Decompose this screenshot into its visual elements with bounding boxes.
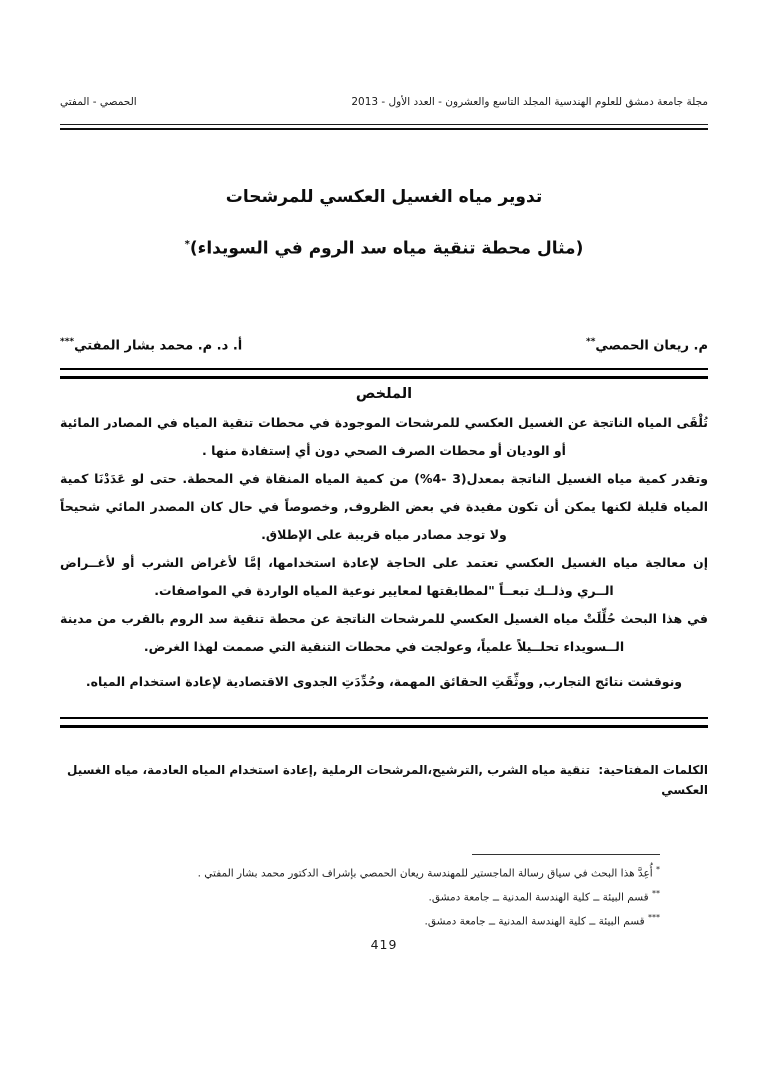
abstract-paragraph-5: ونوقشت نتائج التجارب, ووثِّقَتِ الحقائق المهمة، وحُدِّدَتِ الجدوى الاقتصادية لإعادة استخدام المياه.	[85, 673, 683, 689]
authors-row	[60, 337, 708, 353]
journal-header-line: مجلة جامعة دمشق للعلوم الهندسية المجلد التاسع والعشرون - العدد الأول - 2013	[351, 96, 708, 108]
authors-short-header: الحمصي - المفتي	[60, 96, 137, 108]
author-second-name: أ. د. م. محمد بشار المفتي	[74, 337, 243, 353]
author-first-marker: **	[585, 336, 596, 347]
keywords-label: الكلمات المفتاحية:	[598, 762, 708, 777]
footnote-2	[60, 884, 660, 908]
title-footnote-marker: *	[184, 239, 190, 250]
author-first-name: م. ريعان الحمصي	[595, 337, 708, 353]
abstract-paragraph-3: إن معالجة مياه الغسيل العكسي تعتمد على الحاجة لإعادة استخدامها، إمَّا لأغراض الشرب أو لأغــراض الــري وذلــك تبعــاً "لمطابقتها لمعايير نوعية المياه الواردة في المواصفات.	[60, 554, 708, 598]
footnote-1-marker: *	[656, 864, 660, 874]
abstract-top-rule	[60, 368, 708, 379]
abstract-body	[60, 409, 708, 696]
abstract-paragraph-2: وتقدر كمية مياه الغسيل الناتجة بمعدل(3 -4%) من كمية المياه المنقاة في المحطة. حتى لو عَدَدْنَا كمية المياه قليلة لكنها يمكن أن تكون مفيدة في بعض الظروف, وخصوصاً في حال كان المصدر المائي شحيحاً ولا توجد مصادر مياه قريبة على الإطلاق.	[60, 470, 708, 542]
keywords-text: تنقية مياه الشرب ,الترشيح،المرشحات الرملية ,إعادة استخدام المياه العادمة، مياه الغسيل العكسي	[67, 762, 708, 797]
page-number: 419	[370, 936, 398, 952]
keywords-line	[60, 760, 708, 800]
article-title	[60, 174, 708, 273]
footnote-area	[60, 854, 708, 932]
abstract-bottom-rule	[60, 717, 708, 728]
footnote-separator-rule	[472, 854, 660, 855]
footnote-2-marker: **	[652, 888, 660, 898]
author-second-marker: ***	[60, 336, 75, 347]
footnote-1	[60, 860, 660, 884]
author-first	[586, 337, 708, 353]
header-divider-rule	[60, 124, 708, 130]
footnote-3-marker: ***	[648, 912, 660, 922]
article-title-line2: (مثال محطة تنقية مياه سد الروم في السويداء)	[189, 238, 584, 259]
footnote-2-text: قسم البيئة ــ كلية الهندسة المدنية ــ جامعة دمشق.	[428, 891, 649, 904]
footnote-3	[60, 908, 660, 932]
abstract-paragraph-1: تُلْقَى المياه الناتجة عن الغسيل العكسي للمرشحات الموجودة في محطات تنقية المياه في المصادر المائية أو الوديان أو محطات الصرف الصحي دون أي إستفادة منها .	[60, 414, 708, 458]
running-head	[60, 96, 708, 108]
abstract-paragraph-4: في هذا البحث حُلِّلَتْ مياه الغسيل العكسي للمرشحات الناتجة عن محطة تنقية سد الروم بالقرب من مدينة الــسويداء تحلــيلاً علمياً، وعولجت في محطات التنقية التي صممت لهذا الغرض.	[60, 610, 708, 654]
footnote-3-text: قسم البيئة ــ كلية الهندسة المدنية ــ جامعة دمشق.	[424, 915, 645, 928]
author-second	[60, 337, 242, 353]
article-title-line1: تدوير مياه الغسيل العكسي للمرشحات	[225, 187, 543, 207]
abstract-heading: الملخص	[355, 385, 413, 402]
footnote-1-text: أُعِدَّ هذا البحث في سياق رسالة الماجستير للمهندسة ريعان الحمصي بإشراف الدكتور محمد بشار المفتي .	[197, 867, 653, 880]
